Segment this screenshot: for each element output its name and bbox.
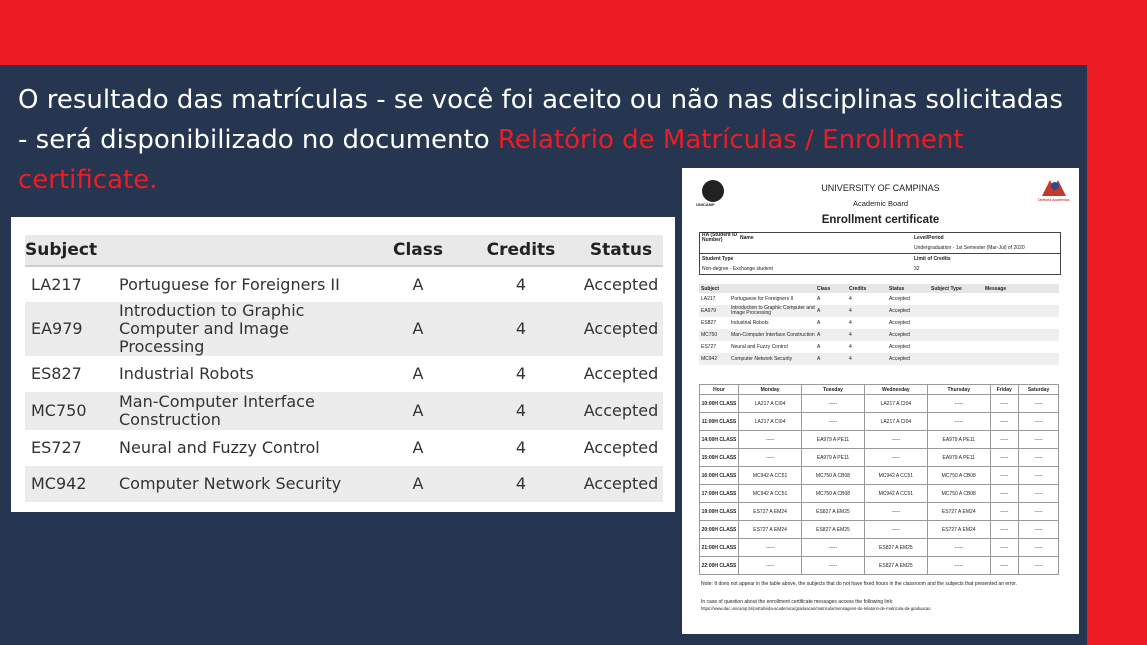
schedule-cell: -----	[864, 449, 927, 467]
schedule-cell: ES827 A EM25	[864, 539, 927, 557]
schedule-cell: -----	[927, 557, 990, 575]
schedule-cell: -----	[1019, 431, 1059, 449]
cert-subject-code: MC942	[699, 353, 729, 365]
university-name: UNIVERSITY OF CAMPINAS	[821, 183, 940, 193]
cert-subject-class: A	[817, 295, 821, 302]
subject-class: A	[373, 466, 463, 502]
schedule-cell: MC750 A CB08	[927, 467, 990, 485]
info-header-row	[700, 233, 1060, 243]
subject-credits: 4	[463, 302, 579, 356]
schedule-cell: LA217 A CI04	[864, 413, 927, 431]
subject-name: Neural and Fuzzy Control	[119, 430, 373, 466]
schedule-cell: EA979 A PE11	[802, 431, 865, 449]
subject-name: Industrial Robots	[119, 356, 373, 392]
info-header-row-2	[700, 253, 1060, 264]
subject-name: Man-Computer Interface Construction	[119, 392, 373, 430]
schedule-row	[700, 485, 1059, 503]
cert-subject-class: A	[815, 353, 847, 365]
subject-status: Accepted	[579, 266, 663, 302]
subject-code: MC750	[25, 392, 119, 430]
subject-name: Introduction to Graphic Computer and Image Processing	[119, 302, 373, 356]
schedule-cell: -----	[1019, 521, 1059, 539]
cert-subject-name: Portuguese for Foreigners II	[731, 295, 794, 302]
cert-subject-code: LA217	[701, 295, 716, 302]
schedule-hour: 17:00H CLASS	[700, 485, 739, 503]
subject-credits: 4	[463, 392, 579, 430]
schedule-cell: ES727 A EM24	[739, 503, 802, 521]
schedule-cell: -----	[990, 395, 1019, 413]
schedule-cell: -----	[1019, 485, 1059, 503]
cert-subject-code: MC750	[699, 329, 729, 341]
cert-subject-credits: 4	[849, 343, 852, 350]
table-row	[25, 302, 663, 356]
schedule-cell: MC750 A CB08	[802, 485, 865, 503]
cert-subject-class: A	[817, 343, 821, 350]
schedule-cell: ES727 A EM24	[739, 521, 802, 539]
schedule-cell: -----	[802, 557, 865, 575]
cert-subject-class: A	[817, 319, 821, 326]
headline-text: O resultado das matrículas - se você foi aceito ou não nas disciplinas solicitadas - será disponibilizado no documento	[18, 85, 1063, 155]
schedule-cell: -----	[990, 521, 1019, 539]
subject-status: Accepted	[579, 466, 663, 502]
schedule-hour: 21:00H CLASS	[700, 539, 739, 557]
schedule-cell: -----	[1019, 539, 1059, 557]
schedule-cell: -----	[927, 413, 990, 431]
schedule-cell: -----	[1019, 467, 1059, 485]
schedule-table	[699, 384, 1059, 575]
subject-class: A	[373, 302, 463, 356]
certificate-help-link[interactable]: https://www.dac.unicamp.br/portal/vida-academica/graduacao/matricula/mensagens-do-relatorio-de-matricula-da-graduacao	[701, 606, 931, 611]
schedule-cell: -----	[1019, 449, 1059, 467]
schedule-cell: -----	[990, 485, 1019, 503]
schedule-header-monday: Monday	[739, 385, 802, 395]
schedule-hour: 15:00H CLASS	[700, 449, 739, 467]
schedule-cell: -----	[864, 431, 927, 449]
schedule-cell: -----	[990, 449, 1019, 467]
academic-board: Academic Board	[852, 199, 909, 208]
cert-subject-status: Accepted	[887, 329, 929, 341]
schedule-cell: -----	[990, 431, 1019, 449]
info-value-row-2	[700, 264, 1060, 274]
schedule-hour: 14:00H CLASS	[700, 431, 739, 449]
schedule-row	[700, 431, 1059, 449]
cert-subject-name: Industrial Robots	[731, 319, 769, 326]
schedule-cell: -----	[927, 395, 990, 413]
schedule-cell: -----	[739, 449, 802, 467]
schedule-cell: -----	[802, 539, 865, 557]
subject-credits: 4	[463, 466, 579, 502]
certificate-help-text: In case of question about the enrollment certificate messages access the following link:	[701, 599, 894, 605]
subject-code: EA979	[25, 302, 119, 356]
schedule-row	[700, 449, 1059, 467]
schedule-row	[700, 521, 1059, 539]
schedule-cell: ES727 A EM24	[927, 521, 990, 539]
schedule-cell: -----	[864, 503, 927, 521]
enrollment-certificate	[682, 168, 1079, 634]
cert-subject-status: Accepted	[889, 343, 910, 350]
schedule-row	[700, 413, 1059, 431]
header-subject: Subject	[25, 235, 373, 266]
cert-header-subject-type: Subject Type	[929, 284, 983, 293]
header-status: Status	[579, 235, 663, 266]
table-row	[699, 329, 1059, 341]
subject-class: A	[373, 266, 463, 302]
subjects-table	[25, 235, 663, 502]
subject-code: MC942	[25, 466, 119, 502]
table-row	[699, 317, 1059, 329]
schedule-cell: MC942 A CC51	[864, 485, 927, 503]
schedule-cell: -----	[990, 539, 1019, 557]
table-row	[25, 466, 663, 502]
subject-class: A	[373, 392, 463, 430]
schedule-hour: 10:00H CLASS	[700, 395, 739, 413]
certificate-subjects-header	[699, 284, 1059, 293]
schedule-cell: ES727 A EM24	[927, 503, 990, 521]
subject-code: ES827	[25, 356, 119, 392]
subject-class: A	[373, 356, 463, 392]
subject-status: Accepted	[579, 356, 663, 392]
student-type-value: Non-degree - Exchange student	[702, 266, 773, 272]
header-credits: Credits	[463, 235, 579, 266]
schedule-cell: -----	[1019, 503, 1059, 521]
schedule-hour: 22:00H CLASS	[700, 557, 739, 575]
schedule-cell: MC750 A CB08	[802, 467, 865, 485]
cert-header-credits: Credits	[847, 284, 887, 293]
schedule-header-tuesday: Tuesday	[802, 385, 865, 395]
schedule-cell: LA217 A CI04	[739, 395, 802, 413]
subject-code: ES727	[25, 430, 119, 466]
schedule-row	[700, 503, 1059, 521]
certificate-title: Enrollment certificate	[821, 214, 940, 226]
cert-subject-credits: 4	[849, 319, 852, 326]
subject-credits: 4	[463, 266, 579, 302]
schedule-cell: MC750 A CB08	[927, 485, 990, 503]
cert-subject-status: Accepted	[889, 319, 910, 326]
subject-status: Accepted	[579, 302, 663, 356]
schedule-cell: -----	[1019, 413, 1059, 431]
schedule-cell: -----	[802, 413, 865, 431]
subjects-table-card	[11, 217, 675, 512]
cert-subject-name: Computer Network Security	[729, 353, 815, 365]
cert-header-subject: Subject	[699, 284, 729, 293]
cert-subject-code: EA979	[699, 305, 729, 317]
table-row	[699, 341, 1059, 353]
schedule-row	[700, 557, 1059, 575]
schedule-hour: 20:00H CLASS	[700, 521, 739, 539]
schedule-hour: 19:00H CLASS	[700, 503, 739, 521]
cert-header-status: Status	[887, 284, 929, 293]
schedule-cell: -----	[1019, 395, 1059, 413]
table-row	[699, 293, 1059, 305]
cert-subject-code: ES727	[701, 343, 717, 350]
schedule-cell: MC942 A CC51	[739, 485, 802, 503]
schedule-cell: -----	[990, 503, 1019, 521]
cert-subject-name: Man-Computer Interface Construction	[729, 329, 815, 341]
cert-subject-class: A	[815, 305, 847, 317]
table-row	[25, 266, 663, 302]
level-label: Level/Period	[914, 235, 944, 241]
subject-credits: 4	[463, 356, 579, 392]
subject-code: LA217	[25, 266, 119, 302]
schedule-cell: -----	[990, 467, 1019, 485]
schedule-header-friday: Friday	[990, 385, 1019, 395]
credits-limit-value: 32	[914, 266, 920, 272]
cert-subject-status: Accepted	[889, 295, 910, 302]
schedule-cell: -----	[739, 557, 802, 575]
schedule-row	[700, 395, 1059, 413]
schedule-cell: -----	[802, 395, 865, 413]
subject-class: A	[373, 430, 463, 466]
table-row	[25, 392, 663, 430]
schedule-cell: EA979 A PE11	[927, 431, 990, 449]
right-red-bar	[1087, 0, 1147, 645]
cert-subject-status: Accepted	[887, 353, 929, 365]
cert-subject-class: A	[815, 329, 847, 341]
dac-logo-text: Diretoria Acadêmica	[1038, 198, 1070, 202]
subject-credits: 4	[463, 430, 579, 466]
schedule-header-thursday: Thursday	[927, 385, 990, 395]
schedule-cell: ES827 A EM25	[864, 557, 927, 575]
subjects-table-header	[25, 235, 663, 266]
level-value: Undergraduation - 1st Semester (Mar-Jul) of 2020	[914, 245, 1025, 251]
subject-name: Portuguese for Foreigners II	[119, 266, 373, 302]
table-row	[699, 353, 1059, 365]
schedule-cell: -----	[739, 539, 802, 557]
schedule-body	[700, 395, 1059, 575]
headline-highlight: Relatório de Matrículas / Enrollment certificate.	[18, 125, 964, 195]
table-row	[25, 430, 663, 466]
schedule-cell: -----	[864, 521, 927, 539]
unicamp-logo-text: UNICAMP	[696, 202, 715, 207]
credits-limit-label: Limit of Credits	[914, 256, 951, 262]
subject-name: Computer Network Security	[119, 466, 373, 502]
schedule-row	[700, 467, 1059, 485]
certificate-note: Note: It does not appear in the table above, the subjects that do not have fixed hours in the classroom and the subjects that presented an error.	[701, 581, 1018, 587]
schedule-cell: -----	[1019, 557, 1059, 575]
cert-subject-code: ES827	[701, 319, 717, 326]
cert-subject-name: Introduction to Graphic Computer and Image Processing	[731, 305, 815, 316]
schedule-header-wednesday: Wednesday	[864, 385, 927, 395]
schedule-cell: -----	[990, 413, 1019, 431]
subject-status: Accepted	[579, 392, 663, 430]
cert-subject-credits: 4	[847, 353, 887, 365]
cert-subject-status: Accepted	[887, 305, 929, 317]
schedule-header-hour: Hour	[700, 385, 739, 395]
schedule-cell: -----	[739, 431, 802, 449]
schedule-cell: -----	[990, 557, 1019, 575]
table-row	[699, 305, 1059, 317]
cert-header-message: Message	[983, 284, 1059, 293]
subject-status: Accepted	[579, 430, 663, 466]
header-class: Class	[373, 235, 463, 266]
schedule-cell: LA217 A CI04	[739, 413, 802, 431]
schedule-cell: EA979 A PE11	[802, 449, 865, 467]
cert-subject-name: Neural and Fuzzy Control	[731, 343, 788, 350]
schedule-header	[700, 385, 1059, 395]
cert-subject-credits: 4	[847, 305, 887, 317]
schedule-row	[700, 539, 1059, 557]
schedule-cell: MC942 A CC51	[864, 467, 927, 485]
ra-label: RA (Student ID Number)	[702, 232, 738, 243]
cert-subject-credits: 4	[847, 329, 887, 341]
table-row	[25, 356, 663, 392]
schedule-cell: -----	[927, 539, 990, 557]
schedule-hour: 11:00H CLASS	[700, 413, 739, 431]
schedule-cell: LA217 A CI04	[864, 395, 927, 413]
schedule-hour: 16:00H CLASS	[700, 467, 739, 485]
certificate-subjects-table	[699, 284, 1059, 365]
student-type-label: Student Type	[702, 256, 734, 262]
student-info-box	[699, 232, 1061, 275]
cert-subject-credits: 4	[849, 295, 852, 302]
schedule-cell: MC942 A CC51	[739, 467, 802, 485]
schedule-cell: EA979 A PE11	[927, 449, 990, 467]
schedule-cell: ES827 A EM25	[802, 503, 865, 521]
schedule-cell: ES827 A EM25	[802, 521, 865, 539]
name-label: Name	[740, 235, 754, 241]
schedule-header-saturday: Saturday	[1019, 385, 1059, 395]
cert-header-class: Class	[815, 284, 847, 293]
cert-header-name	[729, 284, 815, 293]
top-red-bar	[0, 0, 1147, 65]
info-value-row	[700, 243, 1060, 253]
